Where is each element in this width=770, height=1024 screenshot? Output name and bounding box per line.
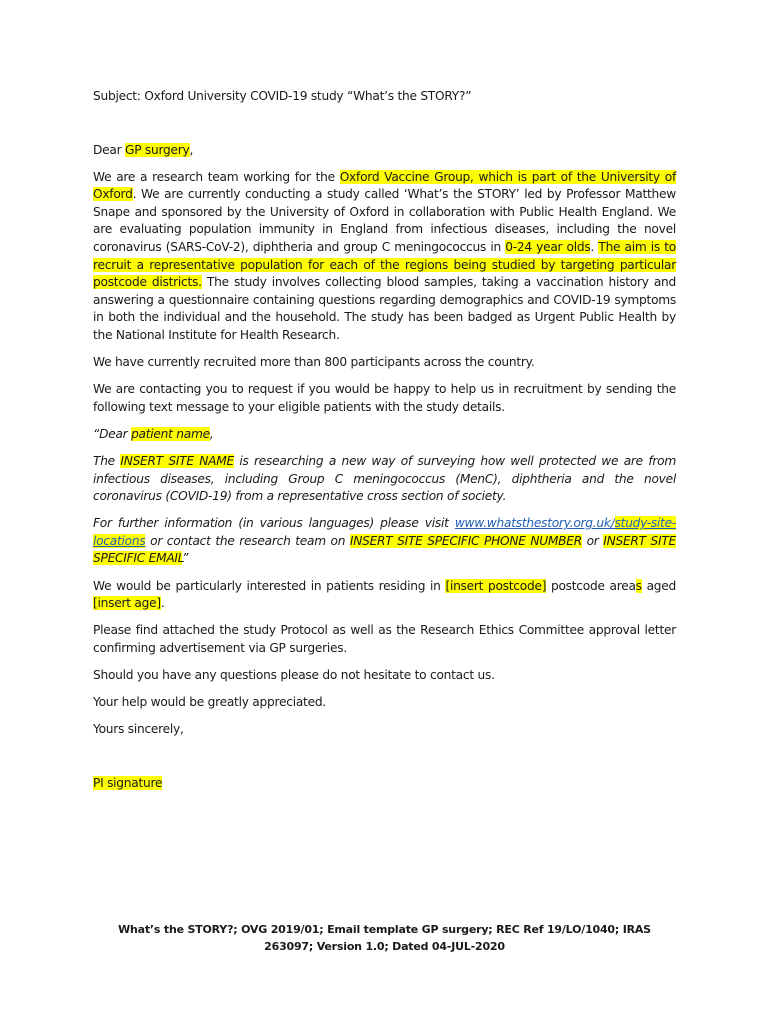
letter-body: [93, 88, 676, 802]
phone-placeholder: INSERT SITE SPECIFIC PHONE NUMBER: [349, 533, 582, 548]
site-name-placeholder: INSERT SITE NAME: [120, 454, 234, 468]
sms-body-paragraph: The INSERT SITE NAME is researching a new way of surveying how well protected we are from infectious diseases, including Group C meningococcus (MenC), diphtheria and the novel coronavirus (COVID-19) from a representative cross section of society.: [93, 454, 676, 504]
email-placeholder: INSERT SITE SPECIFIC EMAIL: [93, 533, 676, 566]
postcode-placeholder: [insert postcode]: [445, 578, 547, 593]
study-website-link[interactable]: www.whatsthestory.org.uk/study-site-locations: [93, 516, 676, 548]
organisation-highlight: Oxford Vaccine Group, which is part of the University of Oxford: [93, 169, 676, 202]
signature-placeholder: PI signature: [93, 776, 163, 791]
questions-paragraph: Should you have any questions please do not hesitate to contact us.: [93, 667, 495, 682]
recruitment-paragraph: We have currently recruited more than 800 participants across the country.: [93, 355, 535, 370]
age-range-highlight: 0-24 year olds: [505, 240, 591, 255]
salutation: Dear GP surgery,: [93, 142, 194, 157]
request-paragraph: We are contacting you to request if you would be happy to help us in recruitment by sending the following text message to your eligible patients with the study details.: [93, 382, 676, 414]
recipient-placeholder: GP surgery: [125, 142, 190, 157]
sms-salutation: “Dear patient name,: [93, 426, 214, 441]
closing: Yours sincerely,: [93, 722, 184, 737]
subject-line: Subject: Oxford University COVID-19 study “What’s the STORY?”: [93, 89, 472, 103]
signature-line: [93, 775, 676, 793]
sms-contact-paragraph: For further information (in various languages) please visit www.whatsthestory.org.uk/study-site-locations or contact the research team on INSERT SITE SPECIFIC PHONE NUMBER or INSERT SITE SPECIFIC EMAIL”: [93, 516, 676, 566]
intro-paragraph: We are a research team working for the Oxford Vaccine Group, which is part of the University of Oxford. We are currently conducting a study called ‘What’s the STORY’ led by Professor Matthew Snape and sponsored by the University of Oxford in collaboration with Public Health England. We are evaluating population immunity in England from infectious diseases, including the novel coronavirus (SARS-CoV-2), diphtheria and group C meningococcus in 0-24 year olds. The aim is to recruit a representative population for each of the regions being studied by targeting particular postcode districts. The study involves collecting blood samples, taking a vaccination history and answering a questionnaire containing questions regarding demographics and COVID-19 symptoms in both the individual and the household. The study has been badged as Urgent Public Health by the National Institute for Health Research.: [93, 169, 677, 343]
target-area-paragraph: We would be particularly interested in patients residing in [insert postcode] postcode areas aged [insert age].: [93, 578, 677, 611]
aim-highlight: The aim is to recruit a representative population for each of the regions being studied by targeting particular postcode districts.: [93, 240, 676, 290]
patient-name-placeholder: patient name: [131, 426, 210, 441]
thanks-paragraph: Your help would be greatly appreciated.: [93, 695, 326, 710]
age-placeholder: [insert age]: [93, 596, 161, 611]
attachments-paragraph: Please find attached the study Protocol as well as the Research Ethics Committee approval letter confirming advertisement via GP surgeries.: [93, 623, 676, 655]
document-footer: What’s the STORY?; OVG 2019/01; Email template GP surgery; REC Ref 19/LO/1040; IRAS 263097; Version 1.0; Dated 04-JUL-2020: [118, 923, 651, 953]
signature-spacer: [93, 748, 676, 775]
